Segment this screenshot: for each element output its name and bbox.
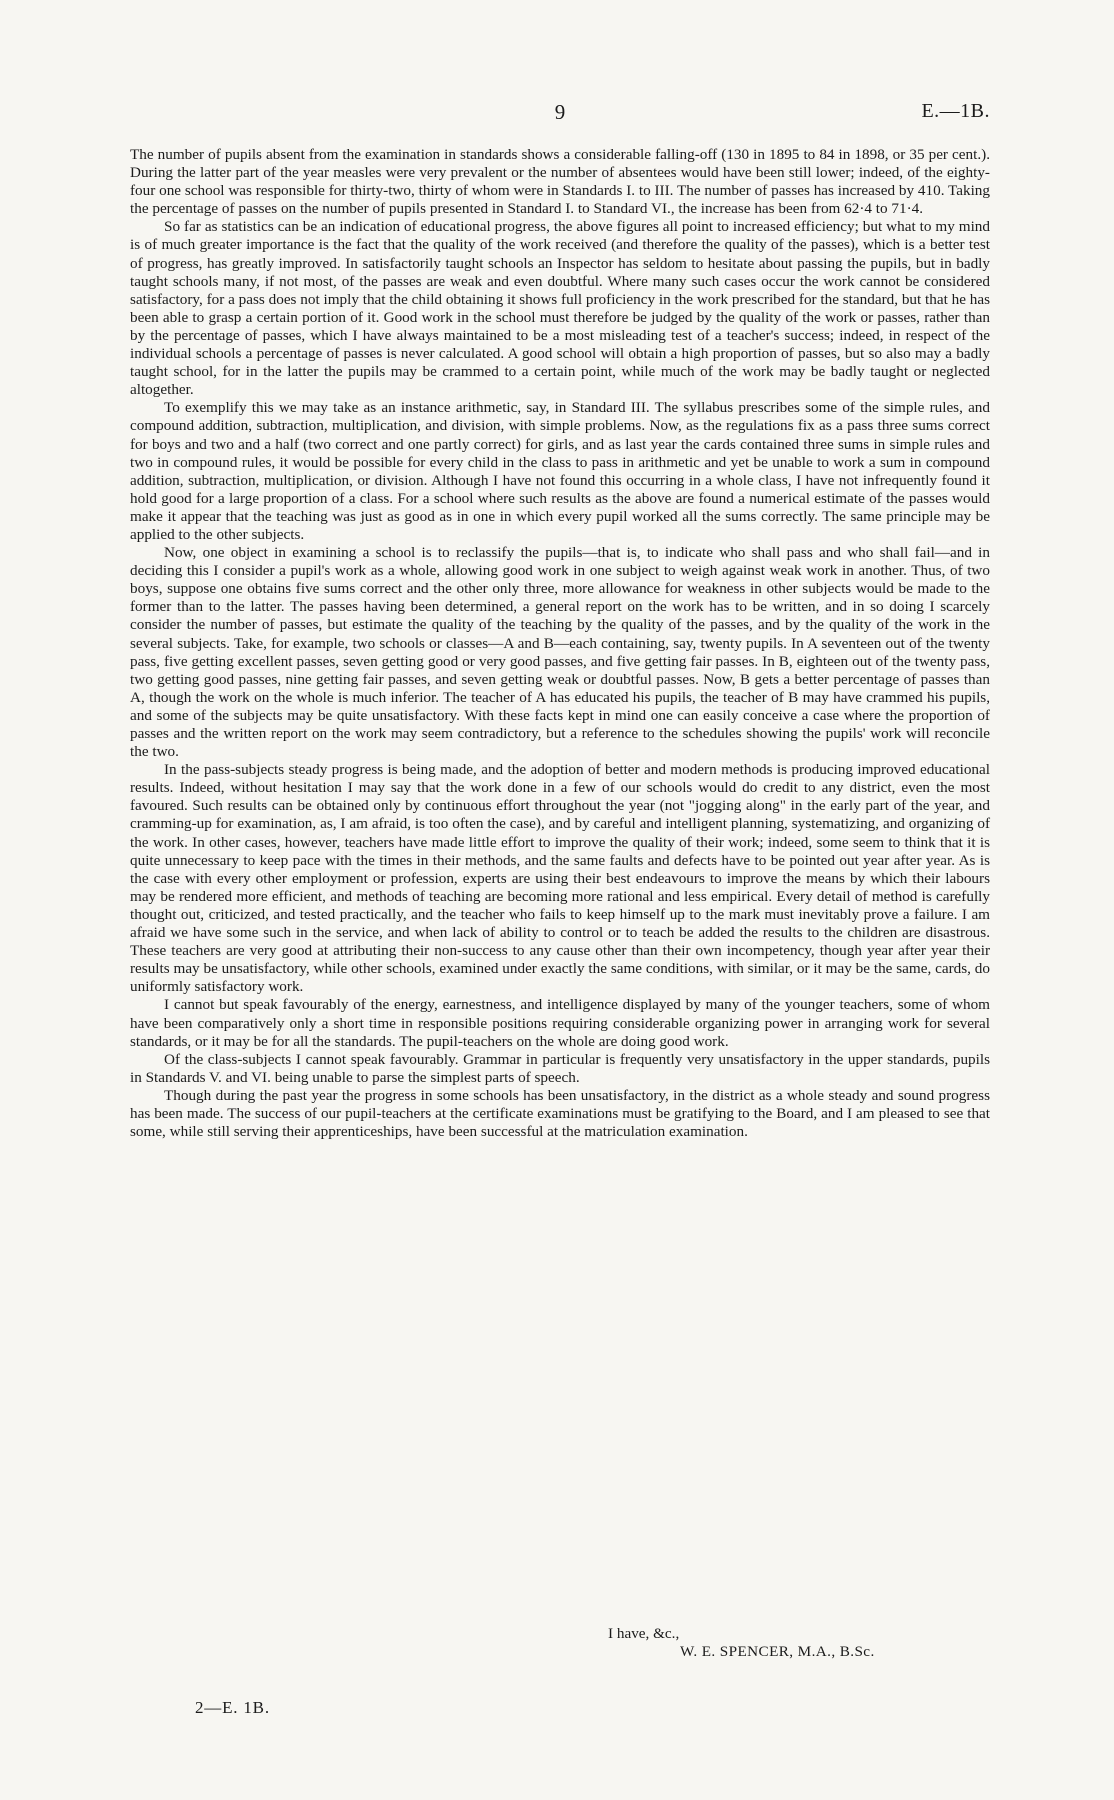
sheet-mark: 2—E. 1B. [195, 1698, 270, 1717]
paragraph-statistics: So far as statistics can be an indication of educational progress, the above figures all point to increased efficiency; but what to my mind is of much greater importance is the fact that the quality of the work received (and therefore the quality of the passes), which is a better test of progress, has greatly improved. In satisfactorily taught schools an Inspector has seldom to hesitate about passing the pupils, but in badly taught schools many, if not most, of the passes are weak and even doubtful. Where many such cases occur the work cannot be considered satisfactory, for a pass does not imply that the child obtaining it shows full proficiency in the work prescribed for the standard, but that he has been able to grasp a certain portion of it. Good work in the school must therefore be judged by the quality of the work or passes, rather than by the percentage of passes, which I have always maintained to be a most misleading test of a teacher's success; indeed, in respect of the individual schools a percentage of passes is never calculated. A good school will obtain a high proportion of passes, but so also may a badly taught school, for in the latter the pupils may be crammed to a certain point, while much of the work may be badly taught or neglected altogether. [130, 218, 990, 399]
document-code: E.—1B. [921, 100, 990, 122]
paragraph-absentees: The number of pupils absent from the examination in standards shows a considerable falling-off (130 in 1895 to 84 in 1898, or 35 per cent.). During the latter part of the year measles were very prevalent or the number of absentees would have been still lower; indeed, of the eighty-four one school was responsible for thirty-two, thirty of whom were in Standards I. to III. The number of passes has increased by 410. Taking the percentage of passes on the number of pupils presented in Standard I. to Standard VI., the increase has been from 62·4 to 71·4. [130, 146, 990, 218]
report-body [130, 146, 990, 1141]
closing-greeting: I have, &c., [608, 1625, 680, 1642]
paragraph-pass-subjects: In the pass-subjects steady progress is being made, and the adoption of better and modern methods is producing improved educational results. Indeed, without hesitation I may say that the work done in a few of our schools would do credit to any district, even the most favoured. Such results can be obtained only by continuous effort throughout the year (not "jogging along" in the early part of the year, and cramming-up for examination, as, I am afraid, is too often the case), and by careful and intelligent planning, systematizing, and organizing of the work. In other cases, however, teachers have made little effort to improve the quality of their work; indeed, some seem to think that it is quite unnecessary to keep pace with the times in their methods, and the same faults and defects have to be pointed out year after year. As is the case with every other employment or profession, experts are using their best endeavours to improve the means by which their labours may be rendered more efficient, and methods of teaching are becoming more rational and less empirical. Every detail of method is carefully thought out, criticized, and tested practically, and the teacher who fails to keep himself up to the mark must inevitably prove a failure. I am afraid we have some such in the service, and when lack of ability to control or to teach be added the results to the children are disastrous. These teachers are very good at attributing their non-success to any cause other than their own incompetency, though year after year their results may be unsatisfactory, while other schools, examined under exactly the same conditions, with similar, or it may be the same, cards, do uniformly satisfactory work. [130, 761, 990, 996]
paragraph-arithmetic-example: To exemplify this we may take as an instance arithmetic, say, in Standard III. The syllabus prescribes some of the simple rules, and compound addition, subtraction, multiplication, and division, with simple problems. Now, as the regulations fix as a pass three sums correct for boys and two and a half (two correct and one partly correct) for girls, and as last year the cards contained three sums in simple rules and two in compound rules, it would be possible for every child in the class to pass in arithmetic and yet be unable to work a sum in compound addition, subtraction, multiplication, or division. Although I have not found this occurring in a whole class, I have not infrequently found it hold good for a large proportion of a class. For a school where such results as the above are found a numerical estimate of the passes would make it appear that the teaching was just as good as in one in which every pupil worked all the sums correctly. The same principle may be applied to the other subjects. [130, 399, 990, 543]
paragraph-class-subjects: Of the class-subjects I cannot speak favourably. Grammar in particular is frequently very unsatisfactory in the upper standards, pupils in Standards V. and VI. being unable to parse the simplest parts of speech. [130, 1050, 990, 1086]
paragraph-reclassification: Now, one object in examining a school is to reclassify the pupils—that is, to indicate who shall pass and who shall fail—and in deciding this I consider a pupil's work as a whole, allowing good work in one subject to weigh against weak work in another. Thus, of two boys, suppose one obtains five sums correct and the other only three, more allowance for weakness in other subjects would be made to the former than to the latter. The passes having been determined, a general report on the work has to be written, and in so doing I scarcely consider the number of passes, but estimate the quality of the teaching by the quality of the passes, and by the quality of the work in the several subjects. Take, for example, two schools or classes—A and B—each containing, say, twenty pupils. In A seventeen out of the twenty pass, five getting excellent passes, seven getting good or very good passes, and five getting fair passes. In B, eighteen out of the twenty pass, two getting good passes, nine getting fair passes, and seven getting weak or doubtful passes. Now, B gets a better percentage of passes than A, though the work on the whole is much inferior. The teacher of A has educated his pupils, the teacher of B may have crammed his pupils, and some of the subjects may be quite unsatisfactory. With these facts kept in mind one can easily conceive a case where the proportion of passes and the written report on the work may seem contradictory, but a reference to the schedules showing the pupils' work will reconcile the two. [130, 544, 990, 761]
page-number: 9 [554, 100, 566, 124]
paragraph-progress-summary: Though during the past year the progress in some schools has been unsatisfactory, in the district as a whole steady and sound progress has been made. The success of our pupil-teachers at the certificate examinations must be gratifying to the Board, and I am pleased to see that some, while still serving their apprenticeships, have been successful at the matriculation examination. [130, 1086, 990, 1141]
paragraph-younger-teachers: I cannot but speak favourably of the energy, earnestness, and intelligence displayed by many of the younger teachers, some of whom have been comparatively only a short time in responsible positions requiring considerable organizing power in arranging work for several standards, or it may be for all the standards. The pupil-teachers on the whole are doing good work. [130, 996, 990, 1050]
page-header [130, 100, 990, 130]
signature: W. E. SPENCER, M.A., B.Sc. [680, 1643, 875, 1660]
